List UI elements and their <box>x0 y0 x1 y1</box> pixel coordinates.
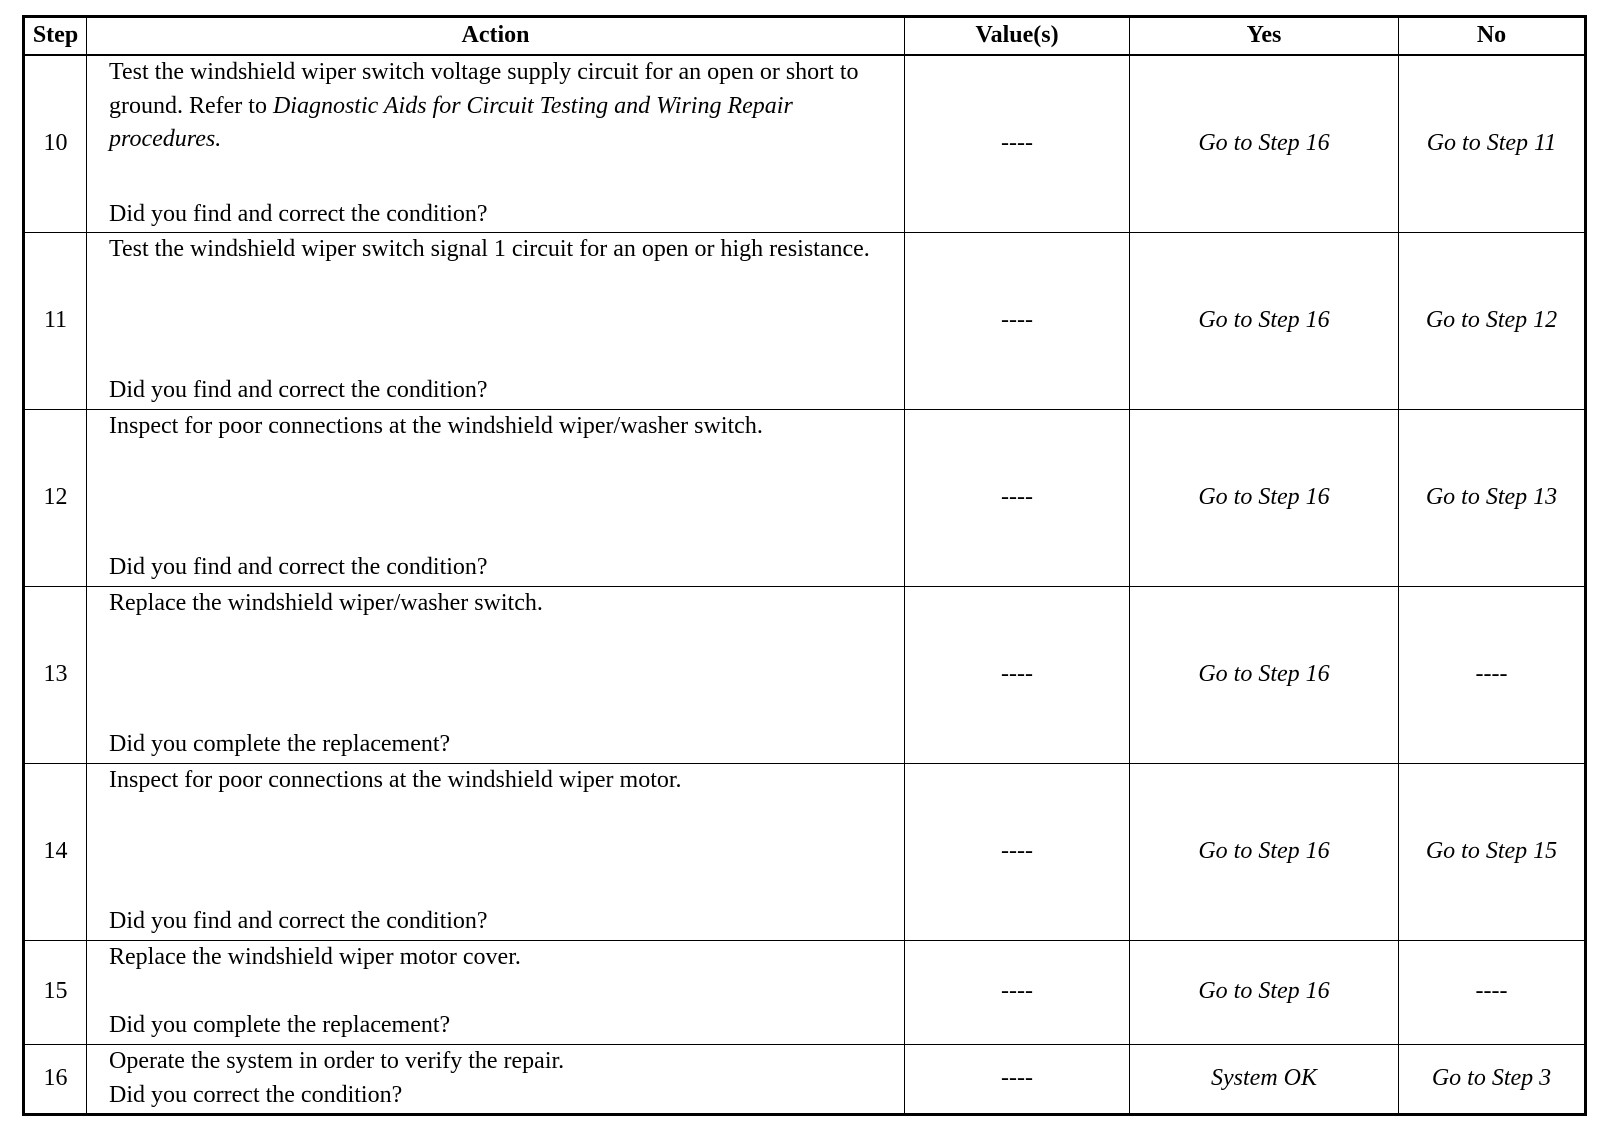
header-action: Action <box>87 17 905 56</box>
action-question: Did you find and correct the condition? <box>109 200 488 227</box>
yes-cell: Go to Step 16 <box>1130 586 1399 763</box>
action-cell <box>87 1044 905 1114</box>
action-text: Inspect for poor connections at the windshield wiper motor. <box>109 767 682 793</box>
yes-cell: Go to Step 16 <box>1130 763 1399 940</box>
action-text: Test the windshield wiper switch signal 1 circuit for an open or high resistance. <box>109 236 870 262</box>
step-number: 12 <box>24 409 87 586</box>
yes-cell: Go to Step 16 <box>1130 55 1399 232</box>
step-number: 13 <box>24 586 87 763</box>
action-question: Did you find and correct the condition? <box>109 908 488 935</box>
table-row <box>24 232 1586 409</box>
table-row <box>24 55 1586 232</box>
no-cell: ---- <box>1399 940 1586 1044</box>
no-cell: Go to Step 12 <box>1399 232 1586 409</box>
header-row <box>24 17 1586 56</box>
action-cell <box>87 586 905 763</box>
value-cell: ---- <box>905 55 1130 232</box>
action-question: Did you find and correct the condition? <box>109 377 488 404</box>
header-values: Value(s) <box>905 17 1130 56</box>
diagnostic-table <box>22 15 1587 1116</box>
header-step: Step <box>24 17 87 56</box>
action-text: Operate the system in order to verify the repair. <box>109 1047 565 1074</box>
yes-cell: Go to Step 16 <box>1130 409 1399 586</box>
action-question: Did you find and correct the condition? <box>109 554 488 581</box>
value-cell: ---- <box>905 586 1130 763</box>
yes-cell: Go to Step 16 <box>1130 940 1399 1044</box>
action-cell <box>87 763 905 940</box>
table-row <box>24 1044 1586 1114</box>
step-number: 10 <box>24 55 87 232</box>
value-cell: ---- <box>905 232 1130 409</box>
action-text: Replace the windshield wiper motor cover. <box>109 944 521 970</box>
value-cell: ---- <box>905 409 1130 586</box>
table-row <box>24 763 1586 940</box>
value-cell: ---- <box>905 940 1130 1044</box>
action-question: Did you correct the condition? <box>109 1081 403 1108</box>
header-yes: Yes <box>1130 17 1399 56</box>
value-cell: ---- <box>905 763 1130 940</box>
table-row <box>24 409 1586 586</box>
value-cell: ---- <box>905 1044 1130 1114</box>
no-cell: Go to Step 15 <box>1399 763 1586 940</box>
step-number: 14 <box>24 763 87 940</box>
table-row <box>24 940 1586 1044</box>
action-question: Did you complete the replacement? <box>109 1012 451 1039</box>
no-cell: Go to Step 3 <box>1399 1044 1586 1114</box>
action-question: Did you complete the replacement? <box>109 731 451 758</box>
action-text <box>109 56 898 157</box>
action-cell <box>87 232 905 409</box>
action-text-plain: Test the windshield wiper switch voltage supply circuit for an open or short to ground. Refer to <box>109 59 859 119</box>
action-text-reference: Diagnostic Aids for Circuit Testing and Wiring Repair procedures. <box>109 92 793 153</box>
no-cell: Go to Step 13 <box>1399 409 1586 586</box>
step-number: 11 <box>24 232 87 409</box>
no-cell: Go to Step 11 <box>1399 55 1586 232</box>
step-number: 16 <box>24 1044 87 1114</box>
action-text: Inspect for poor connections at the windshield wiper/washer switch. <box>109 413 763 439</box>
action-cell <box>87 55 905 232</box>
table-row <box>24 586 1586 763</box>
action-cell <box>87 940 905 1044</box>
action-text: Replace the windshield wiper/washer switch. <box>109 590 543 616</box>
action-cell <box>87 409 905 586</box>
no-cell: ---- <box>1399 586 1586 763</box>
yes-cell: System OK <box>1130 1044 1399 1114</box>
header-no: No <box>1399 17 1586 56</box>
step-number: 15 <box>24 940 87 1044</box>
yes-cell: Go to Step 16 <box>1130 232 1399 409</box>
